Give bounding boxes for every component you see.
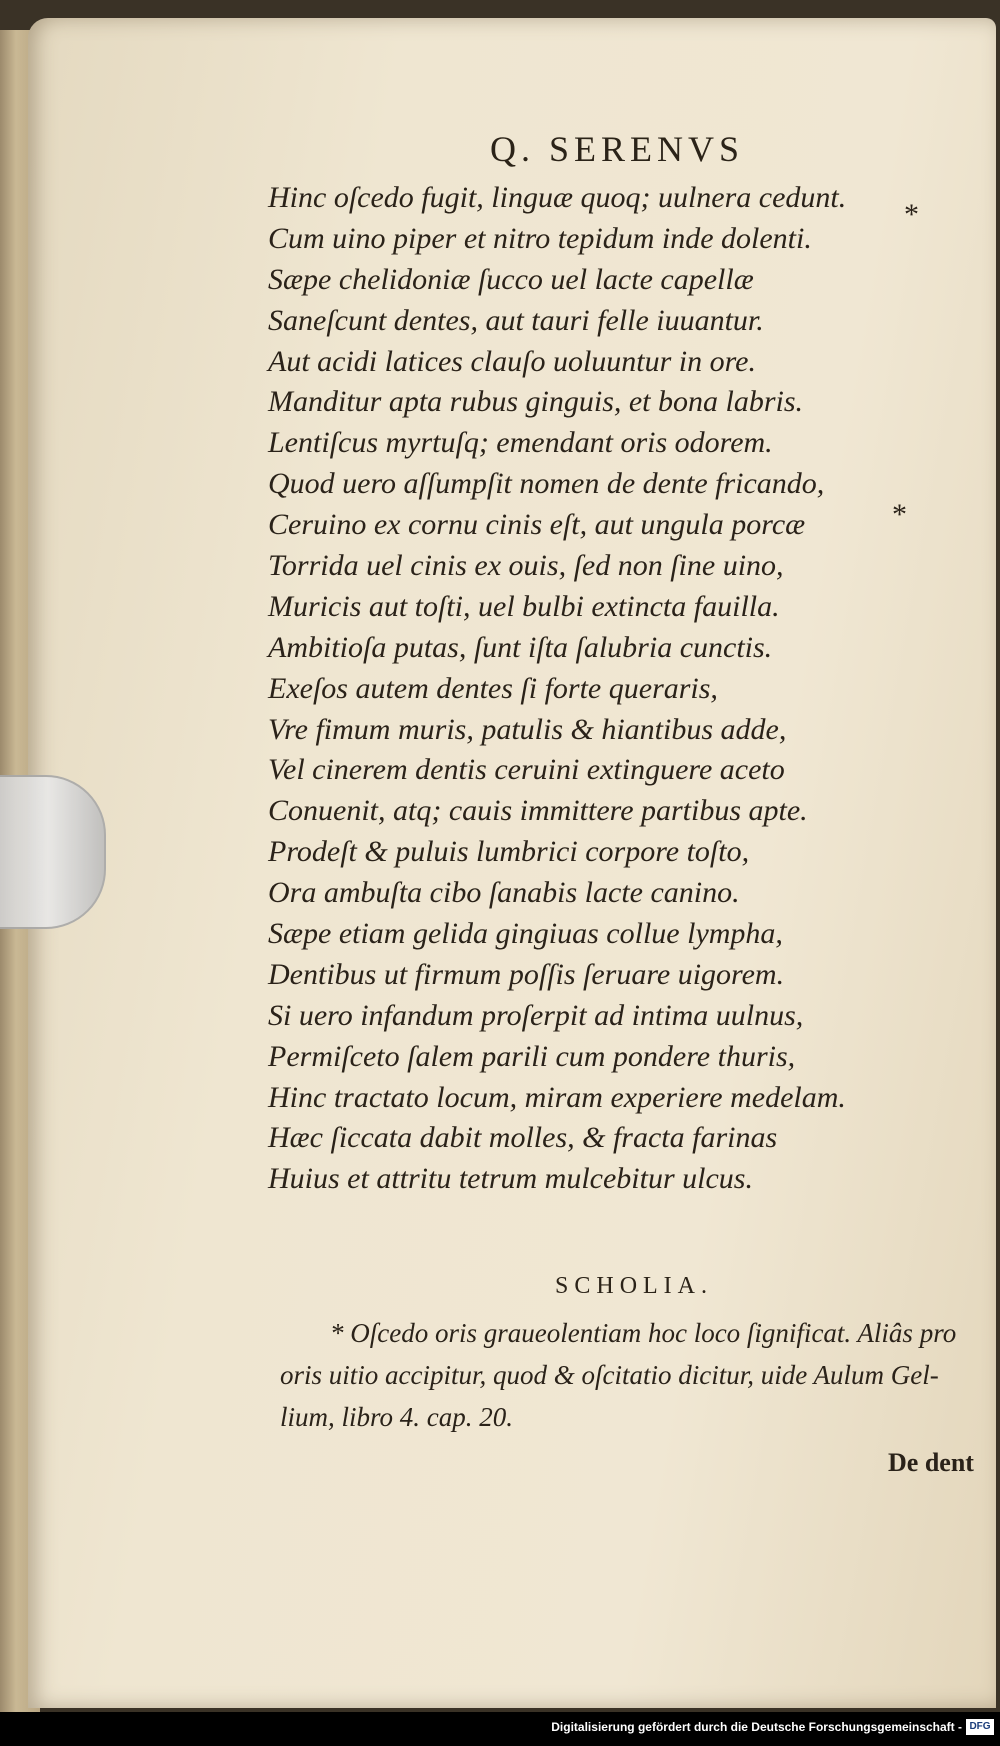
- verse-line: Saneſcunt dentes, aut tauri felle iuuantur.: [268, 303, 764, 337]
- digitization-credit: Digitalisierung gefördert durch die Deutsche Forschungsgemeinschaft -: [551, 1720, 962, 1734]
- verse-line: Ambitioſa putas, ſunt iſta ſalubria cunctis.: [268, 630, 773, 664]
- verse-line: Muricis aut toſti, uel bulbi extincta fauilla.: [268, 589, 780, 623]
- running-head: Q. SERENVS: [490, 129, 745, 169]
- verse-line: Quod uero aſſumpſit nomen de dente fricando,: [268, 467, 825, 501]
- scholia-heading: SCHOLIA.: [555, 1273, 714, 1299]
- verse-line: Cum uino piper et nitro tepidum inde dolenti.: [268, 221, 812, 255]
- verse-line: Huius et attritu tetrum mulcebitur ulcus.: [268, 1162, 753, 1196]
- verse-line: Permiſceto ſalem parili cum pondere thuris,: [268, 1039, 796, 1073]
- verse-block: [268, 178, 878, 1200]
- verse-line: Sæpe etiam gelida gingiuas collue lympha,: [268, 917, 783, 951]
- verse-line: Sæpe chelidoniæ ſucco uel lacte capellæ: [268, 262, 754, 296]
- scholia-line: oris uitio accipitur, quod & oſcitatio dicitur, uide Aulum Gel-: [280, 1360, 939, 1390]
- verse-line: Ceruino ex cornu cinis eſt, aut ungula porcæ: [268, 508, 806, 542]
- verse-line: Conuenit, atq; cauis immittere partibus apte.: [268, 794, 808, 828]
- verse-line: Hæc ſiccata dabit molles, & fracta farinas: [268, 1121, 778, 1155]
- verse-line: Exeſos autem dentes ſi forte queraris,: [268, 671, 718, 705]
- verse-line: Ora ambuſta cibo ſanabis lacte canino.: [268, 876, 740, 910]
- scholia-text: [280, 1312, 980, 1438]
- catchword: De dent: [888, 1448, 974, 1477]
- verse-line: Manditur apta rubus ginguis, et bona labris.: [268, 385, 804, 419]
- margin-asterisk: *: [904, 198, 919, 231]
- verse-line: Torrida uel cinis ex ouis, ſed non ſine uino,: [268, 549, 784, 583]
- verse-line: Lentiſcus myrtuſq; emendant oris odorem.: [268, 426, 773, 460]
- verse-line: Dentibus ut firmum poſſis ſeruare uigorem.: [268, 957, 785, 991]
- scholia-line: * Oſcedo oris graueolentiam hoc loco ſignificat. Aliâs pro: [330, 1318, 957, 1348]
- verse-line: Si uero infandum proſerpit ad intima uulnus,: [268, 998, 804, 1032]
- verse-line: Hinc tractato locum, miram experiere medelam.: [268, 1080, 846, 1114]
- verse-line: Vre fimum muris, patulis & hiantibus adde,: [268, 712, 787, 746]
- dfg-logo: DFG: [966, 1719, 994, 1735]
- verse-line: Vel cinerem dentis ceruini extinguere aceto: [268, 753, 785, 787]
- page-clip: [0, 775, 106, 929]
- verse-line: Hinc oſcedo fugit, linguæ quoq; uulnera cedunt.: [268, 181, 847, 214]
- margin-asterisk: *: [892, 498, 907, 531]
- scholia-line: lium, libro 4. cap. 20.: [280, 1402, 513, 1432]
- verse-line: Aut acidi latices clauſo uoluuntur in ore.: [268, 344, 756, 378]
- verse-line: Prodeſt & puluis lumbrici corpore toſto,: [268, 835, 750, 869]
